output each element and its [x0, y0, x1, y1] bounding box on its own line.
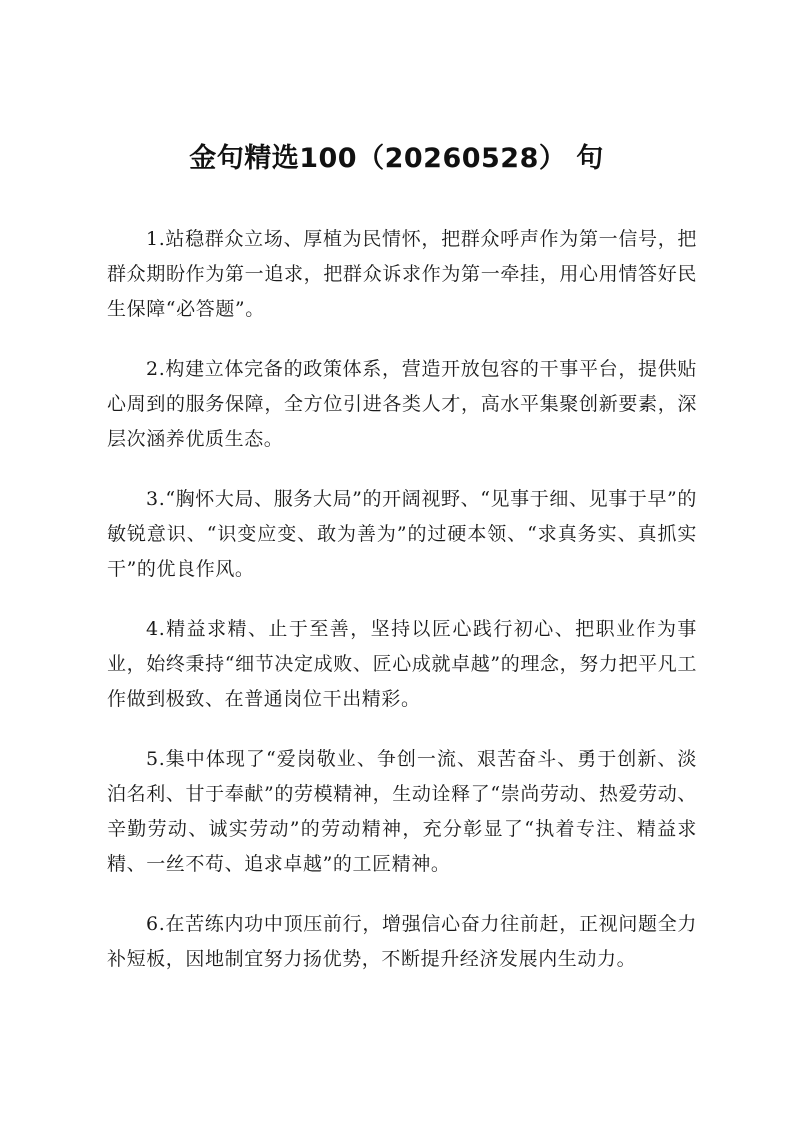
paragraph-1: 1.站稳群众立场、厚植为民情怀，把群众呼声作为第一信号，把群众期盼作为第一追求，把群众诉求作为第一牵挂，用心用情答好民生保障“必答题”。 [107, 228, 697, 320]
document-body [107, 222, 697, 1002]
paragraph-6: 6.在苦练内功中顶压前行，增强信心奋力往前赶，正视问题全力补短板，因地制宜努力扬优势，不断提升经济发展内生动力。 [107, 913, 697, 970]
paragraph-5: 5.集中体现了“爱岗敬业、争创一流、艰苦奋斗、勇于创新、淡泊名利、甘于奉献”的劳模精神，生动诠释了“崇尚劳动、热爱劳动、辛勤劳动、诚实劳动”的劳动精神，充分彰显了“执着专注、精益求精、一丝不苟、追求卓越”的工匠精神。 [107, 748, 697, 875]
paragraph-2: 2.构建立体完备的政策体系，营造开放包容的干事平台，提供贴心周到的服务保障，全方位引进各类人才，高水平集聚创新要素，深层次涵养优质生态。 [107, 358, 697, 450]
paragraph-3: 3.“胸怀大局、服务大局”的开阔视野、“见事于细、见事于早”的敏锐意识、“识变应变、敢为善为”的过硬本领、“求真务实、真抓实干”的优良作风。 [107, 488, 697, 580]
paragraph-4: 4.精益求精、止于至善，坚持以匠心践行初心、把职业作为事业，始终秉持“细节决定成败、匠心成就卓越”的理念，努力把平凡工作做到极致、在普通岗位干出精彩。 [107, 618, 697, 710]
document-title: 金句精选100（20260528） 句 [189, 143, 604, 174]
